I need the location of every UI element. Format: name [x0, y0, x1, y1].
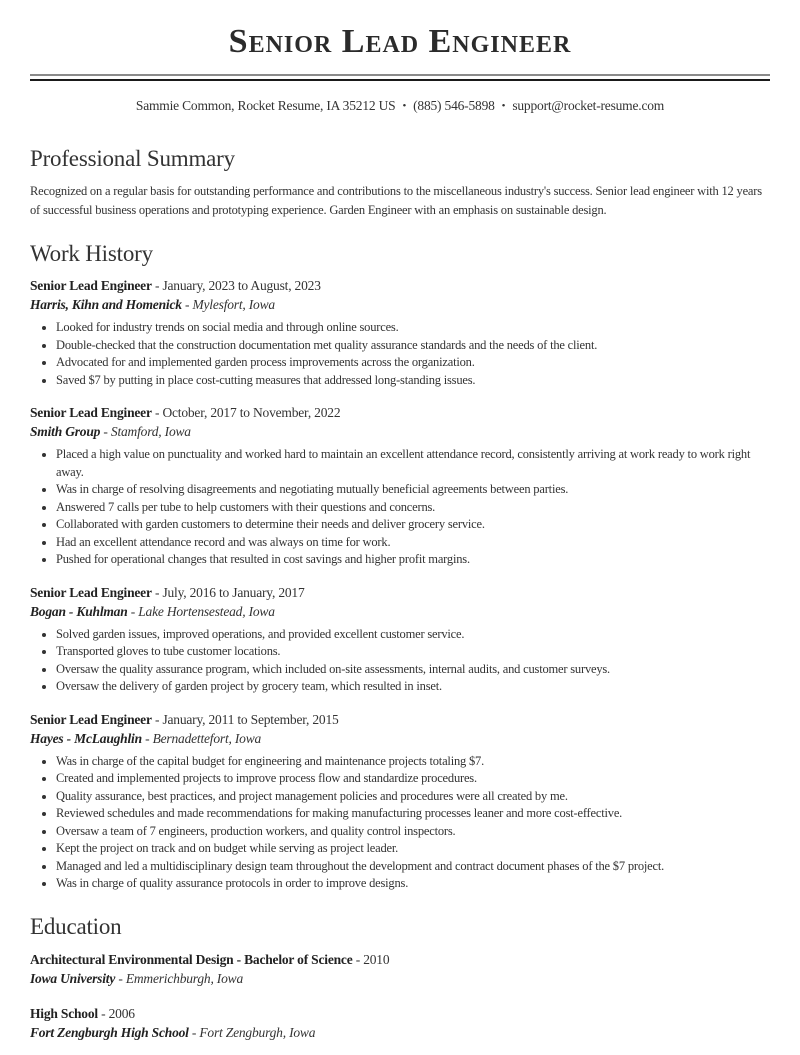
job-company-line [30, 602, 770, 621]
job-location: Lake Hortensestead, Iowa [138, 603, 275, 619]
bullet-item: • Pushed for operational changes that resulted in cost savings and higher profit margins. [56, 551, 770, 569]
education-entry-1 [30, 950, 770, 988]
job-title-line [30, 583, 770, 602]
school-line [30, 969, 770, 988]
header-divider [30, 74, 770, 81]
dash-separator: - [101, 1005, 106, 1021]
job-title: Senior Lead Engineer [30, 711, 152, 727]
job-title-line [30, 403, 770, 422]
job-bullet-list [30, 753, 770, 893]
dash-separator: - [154, 584, 160, 600]
bullet-item: • Created and implemented projects to improve process flow and standardize procedures. [56, 770, 770, 788]
dash-separator: - [154, 405, 160, 421]
bullet-item: • Double-checked that the construction documentation met quality assurance standards and the needs of the client. [56, 337, 770, 355]
bullet-item: • Oversaw the delivery of garden project by grocery team, which resulted in inset. [56, 678, 770, 696]
school-location: Fort Zengburgh, Iowa [199, 1024, 316, 1040]
bullet-item: • Answered 7 calls per tube to help customers with their questions and concerns. [56, 499, 770, 517]
bullet-item: • Looked for industry trends on social media and through online sources. [56, 319, 770, 337]
dash-separator: - [103, 424, 108, 440]
contact-line [30, 97, 770, 117]
bullet-item: • Oversaw a team of 7 engineers, production workers, and quality control inspectors. [56, 823, 770, 841]
bullet-item: • Kept the project on track and on budget while serving as project leader. [56, 840, 770, 858]
degree-line [30, 950, 770, 969]
job-title: Senior Lead Engineer [30, 584, 152, 600]
graduation-year: 2006 [108, 1005, 135, 1021]
school-location: Emmerichburgh, Iowa [125, 970, 243, 986]
job-entry-3 [30, 583, 770, 696]
section-professional-summary [30, 145, 770, 220]
section-heading-education: Education [30, 913, 122, 939]
bullet-item: • Transported gloves to tube customer locations. [56, 643, 770, 661]
dash-separator: - [154, 278, 160, 294]
bullet-item: • Advocated for and implemented garden process improvements across the organization. [56, 354, 770, 372]
bullet-item: • Saved $7 by putting in place cost-cutting measures that addressed long-standing issues. [56, 372, 770, 390]
dash-separator: - [145, 730, 150, 746]
job-dates: January, 2023 to August, 2023 [162, 278, 321, 294]
job-title-line [30, 276, 770, 295]
job-bullet-list [30, 626, 770, 696]
contact-address: Sammie Common, Rocket Resume, IA 35212 US [135, 98, 396, 114]
job-title: Senior Lead Engineer [30, 278, 152, 294]
bullet-item: • Placed a high value on punctuality and worked hard to maintain an excellent attendance record, consistently arriving at work ready to work right away. [56, 446, 770, 481]
contact-phone: (885) 546-5898 [413, 98, 495, 114]
job-location: Mylesfort, Iowa [192, 297, 275, 313]
job-location: Bernadettefort, Iowa [152, 730, 262, 746]
resume-title: Senior Lead Engineer [228, 23, 572, 60]
bullet-item: • Was in charge of quality assurance protocols in order to improve designs. [56, 875, 770, 893]
degree: Architectural Environmental Design - Bachelor of Science [30, 951, 353, 967]
dash-separator: - [118, 970, 123, 986]
contact-separator-dot: • [402, 100, 407, 113]
school-name: Iowa University [30, 970, 116, 986]
section-education [30, 913, 770, 1042]
job-bullet-list [30, 319, 770, 389]
job-location: Stamford, Iowa [110, 424, 191, 440]
section-heading-professional-summary: Professional Summary [30, 145, 235, 171]
dash-separator: - [191, 1024, 197, 1040]
company-name: Smith Group [30, 424, 101, 440]
divider-line-thin [30, 74, 770, 76]
school-name: Fort Zengburgh High School [30, 1024, 189, 1040]
resume-page [0, 20, 800, 1042]
contact-email: support@rocket-resume.com [512, 98, 665, 114]
company-name: Hayes - McLaughlin [30, 730, 142, 746]
dash-separator: - [154, 711, 160, 727]
bullet-item: • Reviewed schedules and made recommendations for making manufacturing processes leaner and more cost-effective. [56, 805, 770, 823]
bullet-item: • Had an excellent attendance record and was always on time for work. [56, 534, 770, 552]
summary-text: Recognized on a regular basis for outstanding performance and contributions to the miscellaneous industry's success. Senior lead engineer with 12 years of successful business operations and prototyping experience. Garden Engineer with an emphasis on sustainable design. [30, 183, 762, 217]
bullet-item: • Quality assurance, best practices, and project management policies and procedures were all created by me. [56, 788, 770, 806]
education-entry-2 [30, 1004, 770, 1042]
section-work-history [30, 240, 770, 893]
dash-separator: - [130, 603, 136, 619]
job-entry-2 [30, 403, 770, 569]
degree-line [30, 1004, 770, 1023]
job-title: Senior Lead Engineer [30, 405, 152, 421]
job-dates: January, 2011 to September, 2015 [162, 711, 339, 727]
job-company-line [30, 295, 770, 314]
section-heading-work-history: Work History [30, 240, 153, 266]
graduation-year: 2010 [363, 951, 390, 967]
company-name: Harris, Kihn and Homenick [30, 297, 182, 313]
job-dates: October, 2017 to November, 2022 [162, 405, 341, 421]
job-dates: July, 2016 to January, 2017 [162, 584, 305, 600]
job-bullet-list [30, 446, 770, 569]
job-entry-1 [30, 276, 770, 389]
dash-separator: - [184, 297, 190, 313]
bullet-item: • Collaborated with garden customers to determine their needs and deliver grocery service. [56, 516, 770, 534]
bullet-item: • Oversaw the quality assurance program, which included on-site assessments, internal audits, and customer surveys. [56, 661, 770, 679]
job-company-line [30, 729, 770, 748]
bullet-item: • Managed and led a multidisciplinary design team throughout the development and contract document phases of the $7 project. [56, 858, 770, 876]
bullet-item: • Was in charge of the capital budget for engineering and maintenance projects totaling $7. [56, 753, 770, 771]
divider-line-thick [30, 79, 770, 81]
degree: High School [30, 1005, 98, 1021]
job-entry-4 [30, 710, 770, 893]
contact-separator-dot: • [501, 100, 506, 113]
school-line [30, 1023, 770, 1042]
resume-header [30, 20, 770, 117]
bullet-item: • Solved garden issues, improved operations, and provided excellent customer service. [56, 626, 770, 644]
bullet-item: • Was in charge of resolving disagreements and negotiating mutually beneficial agreements between parties. [56, 481, 770, 499]
job-title-line [30, 710, 770, 729]
company-name: Bogan - Kuhlman [30, 603, 128, 619]
dash-separator: - [355, 951, 360, 967]
job-company-line [30, 422, 770, 441]
